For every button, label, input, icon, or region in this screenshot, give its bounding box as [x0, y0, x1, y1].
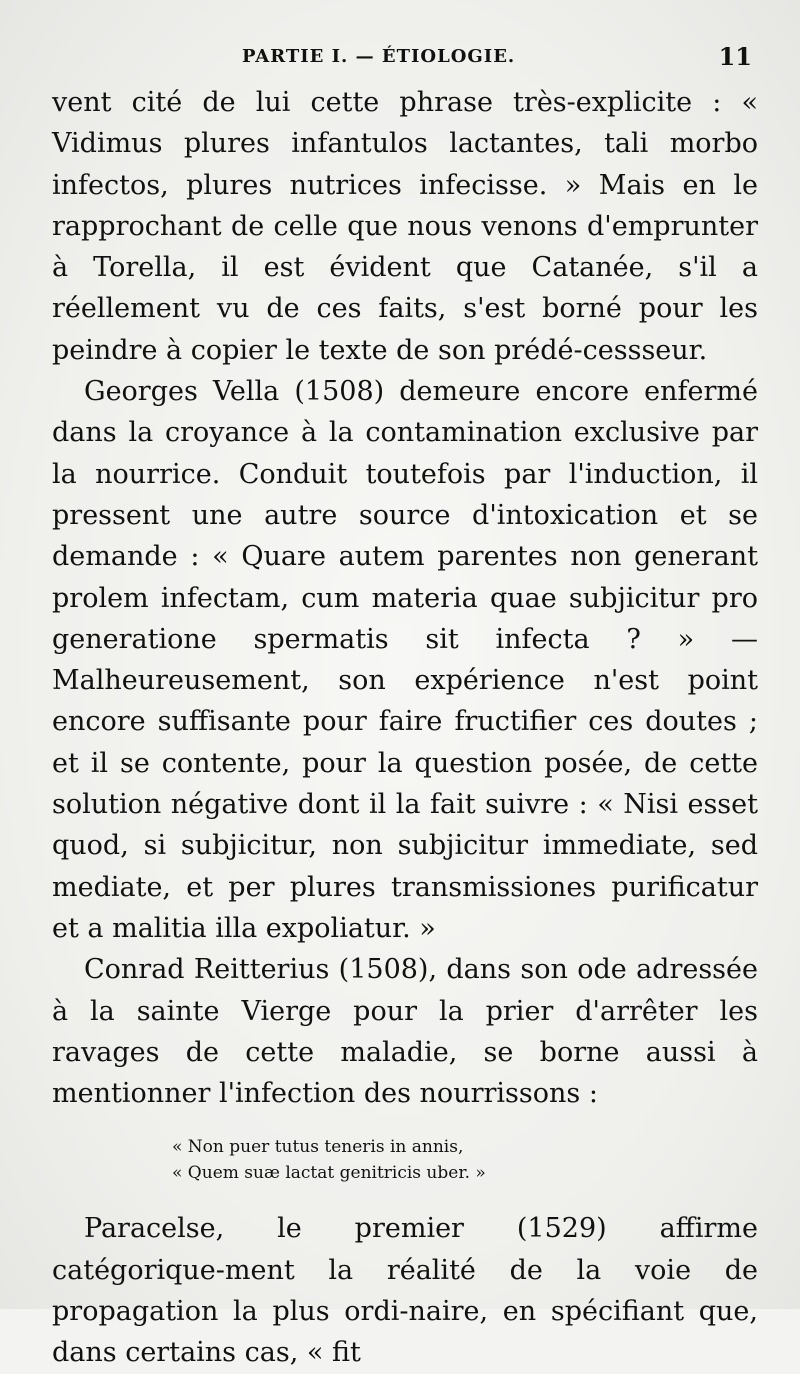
running-title: PARTIE I. — ÉTIOLOGIE. — [242, 46, 516, 67]
verse-line: « Quem suæ lactat genitricis uber. » — [172, 1163, 486, 1184]
paragraph-paracelse: Paracelse, le premier (1529) affirme catégorique-ment la réalité de la voie de propagation la plus ordi-naire, en spécifiant que, dans certains cas, « fit — [52, 1213, 758, 1369]
verse-line: « Non puer tutus teneris in annis, — [172, 1137, 464, 1158]
page-number: 11 — [718, 42, 752, 71]
body-text — [52, 82, 758, 1374]
paragraph-vella: Georges Vella (1508) demeure encore enfermé dans la croyance à la contamination exclusive par la nourrice. Conduit toutefois par l'induction, il pressent une autre source d'intoxication et se demande : « Quare autem parentes non generant prolem infectam, cum materia quae subjicitur pro generatione spermatis sit infecta ? » — Malheureusement, son expérience n'est point encore suffisante pour faire fructifier ces doutes ; et il se contente, pour la question posée, de cette solution négative dont il la fait suivre : « Nisi esset quod, si subjicitur, non subjicitur immediate, sed mediate, et per plures transmissiones purificatur et a malitia illa expoliatur. » — [52, 376, 758, 944]
paragraph-reitterius: Conrad Reitterius (1508), dans son ode adressée à la sainte Vierge pour la prier d'arrêter les ravages de cette maladie, se borne aussi à mentionner l'infection des nourrissons : — [52, 954, 758, 1110]
page-header — [52, 40, 758, 82]
verse-quotation — [172, 1134, 758, 1186]
paragraph-continuation: vent cité de lui cette phrase très-explicite : « Vidimus plures infantulos lactantes, tali morbo infectos, plures nutrices infecisse. » Mais en le rapprochant de celle que nous venons d'emprunter à Torella, il est évident que Catanée, s'il a réellement vu de ces faits, s'est borné pour les peindre à copier le texte de son prédé-cessseur. — [52, 87, 758, 366]
